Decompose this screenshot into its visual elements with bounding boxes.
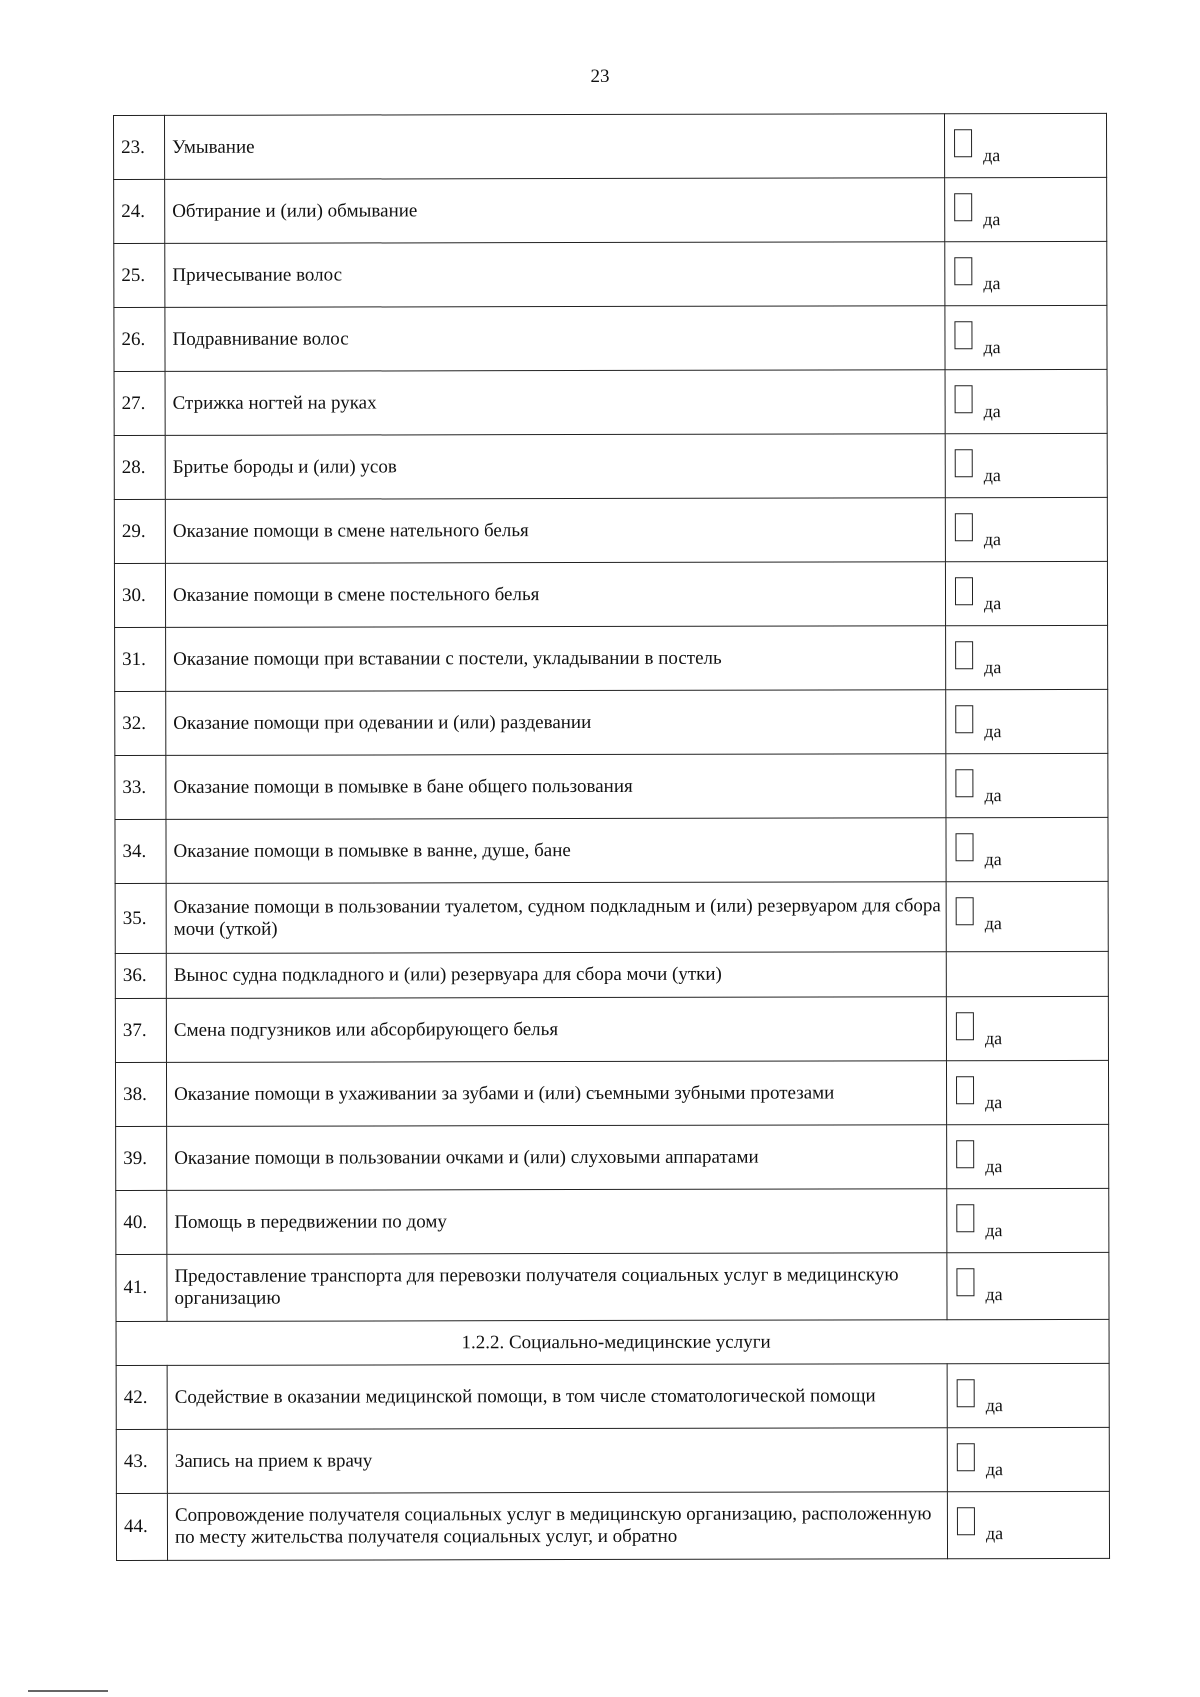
services-table xyxy=(113,113,1110,1561)
answer-cell xyxy=(946,1060,1108,1124)
answer-cell xyxy=(947,1188,1109,1252)
yes-checkbox[interactable] xyxy=(956,1140,974,1168)
table-row xyxy=(114,177,1107,243)
yes-label: да xyxy=(983,401,1001,422)
row-number: 35. xyxy=(115,883,166,953)
row-number: 32. xyxy=(115,691,166,755)
yes-checkbox[interactable] xyxy=(955,769,973,797)
page-number: 23 xyxy=(590,66,610,87)
service-name: Оказание помощи в пользовании туалетом, судном подкладным и (или) резервуаром для сбора мочи (уткой) xyxy=(166,882,946,954)
yes-label: да xyxy=(983,273,1001,294)
answer-cell xyxy=(945,241,1107,305)
yes-checkbox[interactable] xyxy=(955,705,973,733)
yes-checkbox[interactable] xyxy=(954,321,972,349)
answer-cell xyxy=(947,1363,1109,1427)
yes-checkbox[interactable] xyxy=(954,193,972,221)
service-name: Сопровождение получателя социальных услуг в медицинскую организацию, расположенную по месту жительства получателя социальных услуг, и обратно xyxy=(167,1492,947,1561)
yes-label: да xyxy=(984,721,1002,742)
answer-cell xyxy=(946,625,1108,689)
yes-label: да xyxy=(985,1395,1003,1416)
section-title: 1.2.2. Социально-медицинские услуги xyxy=(116,1319,1109,1365)
row-number: 43. xyxy=(116,1429,167,1493)
service-name: Оказание помощи в пользовании очками и (или) слуховыми аппаратами xyxy=(167,1125,947,1191)
yes-checkbox[interactable] xyxy=(955,513,973,541)
table-row xyxy=(114,497,1107,563)
table-row xyxy=(115,996,1108,1062)
service-name: Оказание помощи в ухаживании за зубами и (или) съемными зубными протезами xyxy=(166,1061,946,1127)
service-name: Помощь в передвижении по дому xyxy=(167,1189,947,1255)
scan-artifact-line xyxy=(28,1690,108,1692)
row-number: 37. xyxy=(115,998,166,1062)
table-row xyxy=(115,753,1108,819)
row-number: 30. xyxy=(114,563,165,627)
yes-label: да xyxy=(985,1284,1003,1305)
yes-checkbox[interactable] xyxy=(957,1443,975,1471)
row-number: 25. xyxy=(114,243,165,307)
table-row xyxy=(114,369,1107,435)
yes-checkbox[interactable] xyxy=(955,577,973,605)
service-name: Стрижка ногтей на руках xyxy=(165,370,945,436)
yes-label: да xyxy=(983,209,1001,230)
answer-cell xyxy=(945,305,1107,369)
yes-label: да xyxy=(984,785,1002,806)
answer-cell xyxy=(946,951,1108,996)
yes-label: да xyxy=(983,465,1001,486)
yes-checkbox[interactable] xyxy=(955,449,973,477)
row-number: 38. xyxy=(115,1062,166,1126)
service-name: Запись на прием к врачу xyxy=(167,1428,947,1494)
yes-label: да xyxy=(985,1220,1003,1241)
yes-label: да xyxy=(984,849,1002,870)
answer-cell xyxy=(946,689,1108,753)
row-number: 34. xyxy=(115,819,166,883)
answer-cell xyxy=(945,433,1107,497)
row-number: 26. xyxy=(114,307,165,371)
answer-cell xyxy=(946,817,1108,881)
row-number: 41. xyxy=(116,1254,167,1321)
yes-checkbox[interactable] xyxy=(955,385,973,413)
service-name: Обтирание и (или) обмывание xyxy=(165,178,945,244)
yes-label: да xyxy=(984,657,1002,678)
row-number: 23. xyxy=(114,115,165,179)
yes-label: да xyxy=(984,913,1002,934)
yes-label: да xyxy=(983,529,1002,550)
yes-checkbox[interactable] xyxy=(956,897,974,925)
yes-label: да xyxy=(985,1156,1003,1177)
service-name: Бритье бороды и (или) усов xyxy=(165,434,945,500)
yes-checkbox[interactable] xyxy=(957,1507,975,1535)
answer-cell xyxy=(944,113,1106,177)
service-name: Смена подгузников или абсорбирующего белья xyxy=(166,997,946,1063)
yes-checkbox[interactable] xyxy=(955,641,973,669)
row-number: 33. xyxy=(115,755,166,819)
row-number: 27. xyxy=(114,371,165,435)
yes-checkbox[interactable] xyxy=(954,129,972,157)
service-name: Подравнивание волос xyxy=(165,306,945,372)
yes-label: да xyxy=(985,1092,1003,1113)
row-number: 28. xyxy=(114,435,165,499)
answer-cell xyxy=(947,1427,1109,1491)
yes-checkbox[interactable] xyxy=(957,1379,975,1407)
service-name: Вынос судна подкладного и (или) резервуара для сбора мочи (утки) xyxy=(166,952,946,999)
row-number: 36. xyxy=(115,953,166,998)
table-row xyxy=(116,1124,1109,1190)
yes-label: да xyxy=(983,145,1001,166)
answer-cell xyxy=(946,881,1108,951)
answer-cell xyxy=(945,177,1107,241)
section-row xyxy=(116,1319,1109,1365)
answer-cell xyxy=(947,1252,1109,1319)
row-number: 24. xyxy=(114,179,165,243)
row-number: 31. xyxy=(115,627,166,691)
yes-label: да xyxy=(983,337,1001,358)
service-name: Оказание помощи в помывке в ванне, душе, бане xyxy=(166,818,946,884)
answer-cell xyxy=(945,561,1107,625)
table-row xyxy=(114,241,1107,307)
table-row xyxy=(116,1491,1109,1560)
row-number: 40. xyxy=(116,1190,167,1254)
table-row xyxy=(116,1188,1109,1254)
table-row xyxy=(115,881,1108,953)
yes-label: да xyxy=(984,1028,1003,1049)
table-row xyxy=(114,113,1107,179)
service-name: Оказание помощи в помывке в бане общего пользования xyxy=(166,754,946,820)
yes-checkbox[interactable] xyxy=(956,1076,974,1104)
answer-cell xyxy=(947,1124,1109,1188)
yes-checkbox[interactable] xyxy=(956,833,974,861)
table-row xyxy=(114,561,1107,627)
answer-cell xyxy=(947,1491,1109,1558)
yes-checkbox[interactable] xyxy=(954,257,972,285)
yes-checkbox[interactable] xyxy=(956,1268,974,1296)
yes-checkbox[interactable] xyxy=(956,1204,974,1232)
yes-checkbox[interactable] xyxy=(956,1012,974,1040)
service-name: Оказание помощи при вставании с постели, укладывании в постель xyxy=(166,626,946,692)
table-row xyxy=(115,1060,1108,1126)
yes-label: да xyxy=(985,1459,1004,1480)
table-row xyxy=(116,1427,1109,1493)
service-name: Умывание xyxy=(165,114,945,180)
table-row xyxy=(116,1363,1109,1429)
table-row xyxy=(116,1252,1109,1321)
service-name: Оказание помощи в смене постельного белья xyxy=(165,562,945,628)
table-row xyxy=(114,305,1107,371)
service-name: Предоставление транспорта для перевозки получателя социальных услуг в медицинскую организацию xyxy=(167,1253,947,1322)
table-row xyxy=(115,625,1108,691)
answer-cell xyxy=(945,369,1107,433)
service-name: Оказание помощи при одевании и (или) раздевании xyxy=(166,690,946,756)
answer-cell xyxy=(945,497,1107,561)
yes-label: да xyxy=(984,593,1002,614)
table-row xyxy=(115,817,1108,883)
service-name: Оказание помощи в смене нательного белья xyxy=(165,498,945,564)
yes-label: да xyxy=(985,1523,1004,1544)
service-name: Причесывание волос xyxy=(165,242,945,308)
row-number: 29. xyxy=(114,499,165,563)
row-number: 44. xyxy=(116,1493,167,1560)
table-row xyxy=(115,689,1108,755)
table-row xyxy=(114,433,1107,499)
answer-cell xyxy=(946,996,1108,1060)
row-number: 42. xyxy=(116,1365,167,1429)
service-name: Содействие в оказании медицинской помощи, в том числе стоматологической помощи xyxy=(167,1364,947,1430)
answer-cell xyxy=(946,753,1108,817)
table-row xyxy=(115,951,1108,998)
row-number: 39. xyxy=(116,1126,167,1190)
